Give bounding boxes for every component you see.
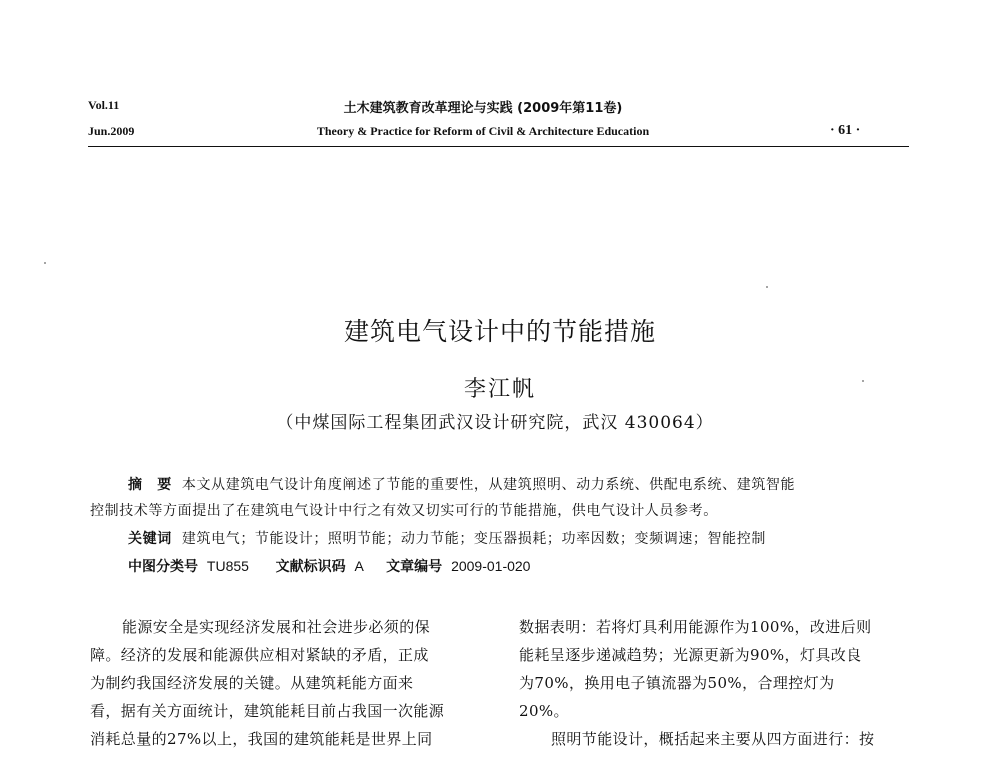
abstract-label: 摘 要 — [128, 477, 172, 493]
scan-speck — [44, 262, 46, 264]
journal-title-en: Theory & Practice for Reform of Civil & Architecture Education — [316, 124, 650, 138]
doc-code-value: A — [354, 558, 364, 574]
body-right-line: 数据表明：若将灯具利用能源作为100%，改进后则 — [519, 618, 872, 636]
issue-date: Jun.2009 — [88, 124, 135, 138]
doc-code-label: 文献标识码 — [275, 559, 346, 575]
author-affiliation: （中煤国际工程集团武汉设计研究院，武汉 430064） — [276, 413, 714, 433]
classification-line — [128, 556, 530, 576]
volume-label: Vol.11 — [88, 98, 120, 112]
body-right-line: 照明节能设计，概括起来主要从四方面进行：按 — [551, 730, 875, 748]
abstract-text-1: 本文从建筑电气设计角度阐述了节能的重要性，从建筑照明、动力系统、供配电系统、建筑智能 — [181, 477, 796, 493]
body-left-line: 看，据有关方面统计，建筑能耗目前占我国一次能源 — [90, 702, 445, 720]
body-right-line: 能耗呈逐步递减趋势；光源更新为90%，灯具改良 — [519, 646, 862, 664]
keywords-label: 关键词 — [128, 531, 172, 547]
author-name: 李江帆 — [463, 377, 536, 402]
article-no-value: 2009-01-020 — [451, 558, 531, 574]
body-left-line: 障。经济的发展和能源供应相对紧缺的矛盾，正成 — [90, 646, 429, 664]
clc-label: 中图分类号 — [128, 559, 198, 575]
page-number: · 61 · — [830, 123, 861, 138]
body-right-line: 为70%，换用电子镇流器为50%，合理控灯为 — [519, 674, 835, 692]
clc-value: TU855 — [206, 558, 249, 574]
article-no-label: 文章编号 — [386, 559, 443, 575]
article-title: 建筑电气设计中的节能措施 — [343, 317, 656, 346]
body-right-line: 20%。 — [519, 702, 569, 720]
keywords-text: 建筑电气；节能设计；照明节能；动力节能；变压器损耗；功率因数；变频调速；智能控制 — [181, 531, 766, 547]
header-rule — [88, 146, 909, 147]
body-left-line: 为制约我国经济发展的关键。从建筑耗能方面来 — [90, 674, 414, 692]
abstract-text-2: 控制技术等方面提出了在建筑电气设计中行之有效又切实可行的节能措施，供电气设计人员参考。 — [90, 503, 718, 519]
abstract-line-1 — [128, 474, 795, 494]
body-left-line: 消耗总量的27%以上，我国的建筑能耗是世界上同 — [90, 730, 433, 748]
keywords-line — [128, 528, 766, 548]
journal-title-cn: 土木建筑教育改革理论与实践 (2009年第11卷) — [343, 101, 623, 116]
body-left-line: 能源安全是实现经济发展和社会进步必须的保 — [122, 618, 431, 636]
scan-speck — [766, 286, 768, 288]
